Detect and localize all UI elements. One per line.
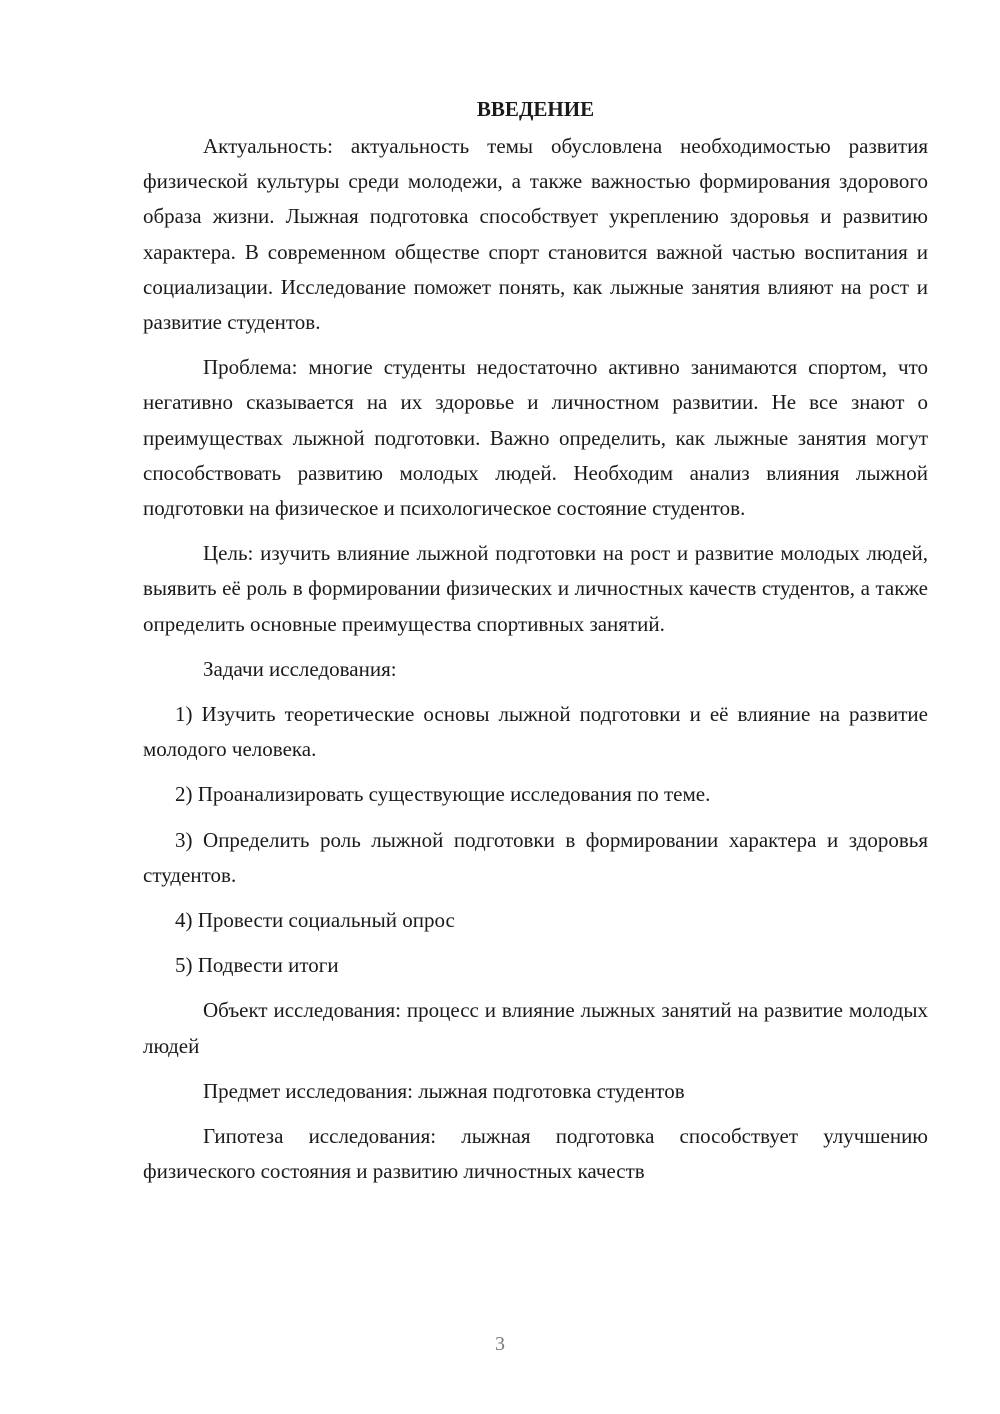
paragraph-hypothesis: Гипотеза исследования: лыжная подготовка способствует улучшению физического состояния и развитию личностных качеств (143, 1124, 928, 1184)
tasks-list (143, 697, 928, 983)
list-item: 1) Изучить теоретические основы лыжной подготовки и её влияние на развитие молодого человека. (143, 702, 928, 762)
paragraph-problem: Проблема: многие студенты недостаточно активно занимаются спортом, что негативно сказывается на их здоровье и личностном развитии. Не все знают о преимуществах лыжной подготовки. Важно определить, как лыжные занятия могут способствовать развитию молодых людей. Необходим анализ влияния лыжной подготовки на физическое и психологическое состояние студентов. (143, 355, 928, 521)
list-item: 4) Провести социальный опрос (175, 908, 455, 933)
document-page (143, 92, 928, 1199)
list-item: 5) Подвести итоги (175, 953, 339, 978)
page-number: 3 (495, 1333, 505, 1355)
page-title: ВВЕДЕНИЕ (476, 97, 595, 121)
paragraph-object: Объект исследования: процесс и влияние лыжных занятий на развитие молодых людей (143, 998, 928, 1058)
paragraph-subject: Предмет исследования: лыжная подготовка студентов (203, 1078, 685, 1103)
list-item: 2) Проанализировать существующие исследования по теме. (175, 782, 711, 807)
paragraph-goal: Цель: изучить влияние лыжной подготовки на рост и развитие молодых людей, выявить её роль в формировании физических и личностных качеств студентов, а также определить основные преимущества спортивных занятий. (143, 541, 928, 636)
tasks-heading: Задачи исследования: (203, 656, 397, 681)
paragraph-relevance: Актуальность: актуальность темы обусловлена необходимостью развития физической культуры среди молодежи, а также важностью формирования здорового образа жизни. Лыжная подготовка способствует укреплению здоровья и развитию характера. В современном обществе спорт становится важной частью воспитания и социализации. Исследование поможет понять, как лыжные занятия влияют на рост и развитие студентов. (143, 134, 928, 335)
list-item: 3) Определить роль лыжной подготовки в формировании характера и здоровья студентов. (143, 827, 928, 887)
